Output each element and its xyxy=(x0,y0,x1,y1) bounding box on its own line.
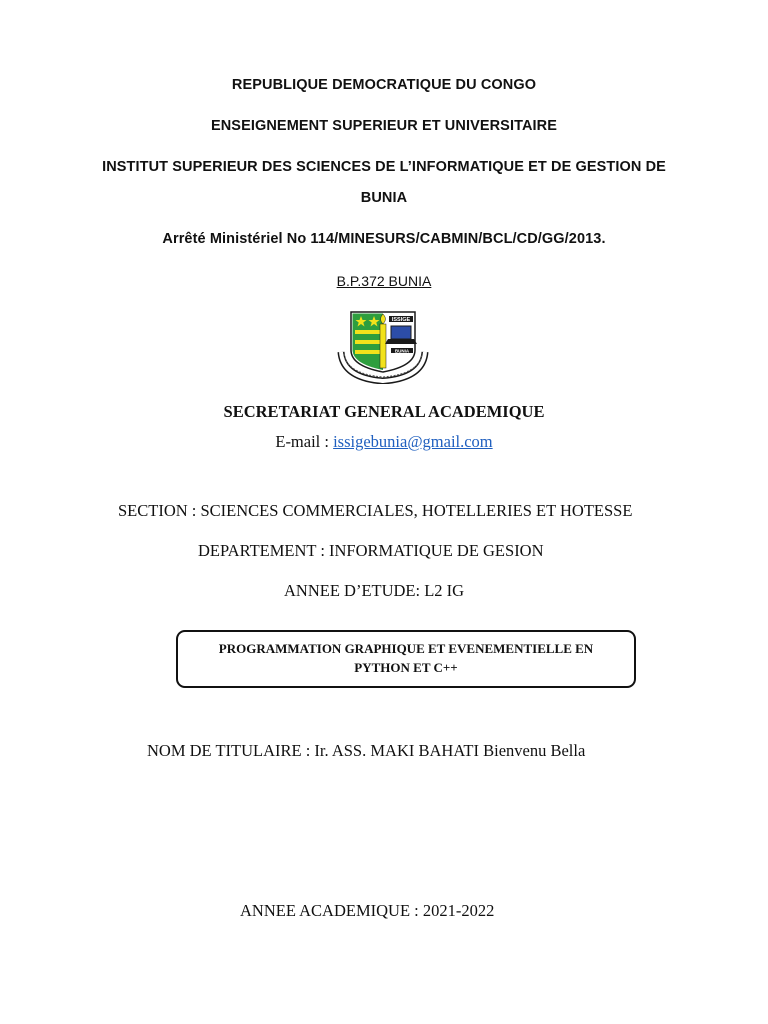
department-line: DEPARTEMENT : INFORMATIQUE DE GESION xyxy=(198,541,544,560)
secretariat-title: SECRETARIAT GENERAL ACADEMIQUE xyxy=(223,402,545,421)
logo-city-text: BUNIA xyxy=(394,348,410,354)
year-of-study-line: ANNEE D’ETUDE: L2 IG xyxy=(284,581,465,600)
email-link[interactable]: issigebunia@gmail.com xyxy=(333,432,493,451)
email-label: E-mail : xyxy=(275,432,334,451)
course-holder-line: NOM DE TITULAIRE : Ir. ASS. MAKI BAHATI Bienvenu Bella xyxy=(147,741,586,760)
section-line: SECTION : SCIENCES COMMERCIALES, HOTELLERIES ET HOTESSE xyxy=(118,501,633,520)
republic-heading: REPUBLIQUE DEMOCRATIQUE DU CONGO xyxy=(231,77,537,93)
institute-heading-line2: BUNIA xyxy=(360,190,408,206)
ministry-heading: ENSEIGNEMENT SUPERIEUR ET UNIVERSITAIRE xyxy=(210,118,558,134)
academic-year-line: ANNEE ACADEMIQUE : 2021-2022 xyxy=(240,901,495,920)
course-title-box xyxy=(176,630,636,688)
logo-name-text: ISSIGE xyxy=(391,317,411,323)
email-line xyxy=(0,432,768,452)
issige-logo xyxy=(333,308,433,384)
course-title-line2: PYTHON ET C++ xyxy=(354,660,458,675)
decree-line: Arrêté Ministériel No 114/MINESURS/CABMIN/BCL/CD/GG/2013. xyxy=(162,231,606,247)
course-title-line1: PROGRAMMATION GRAPHIQUE ET EVENEMENTIELLE EN xyxy=(218,641,594,656)
po-box: B.P.372 BUNIA xyxy=(336,273,432,289)
institute-heading-line1: INSTITUT SUPERIEUR DES SCIENCES DE L’INFORMATIQUE ET DE GESTION DE xyxy=(102,159,666,175)
